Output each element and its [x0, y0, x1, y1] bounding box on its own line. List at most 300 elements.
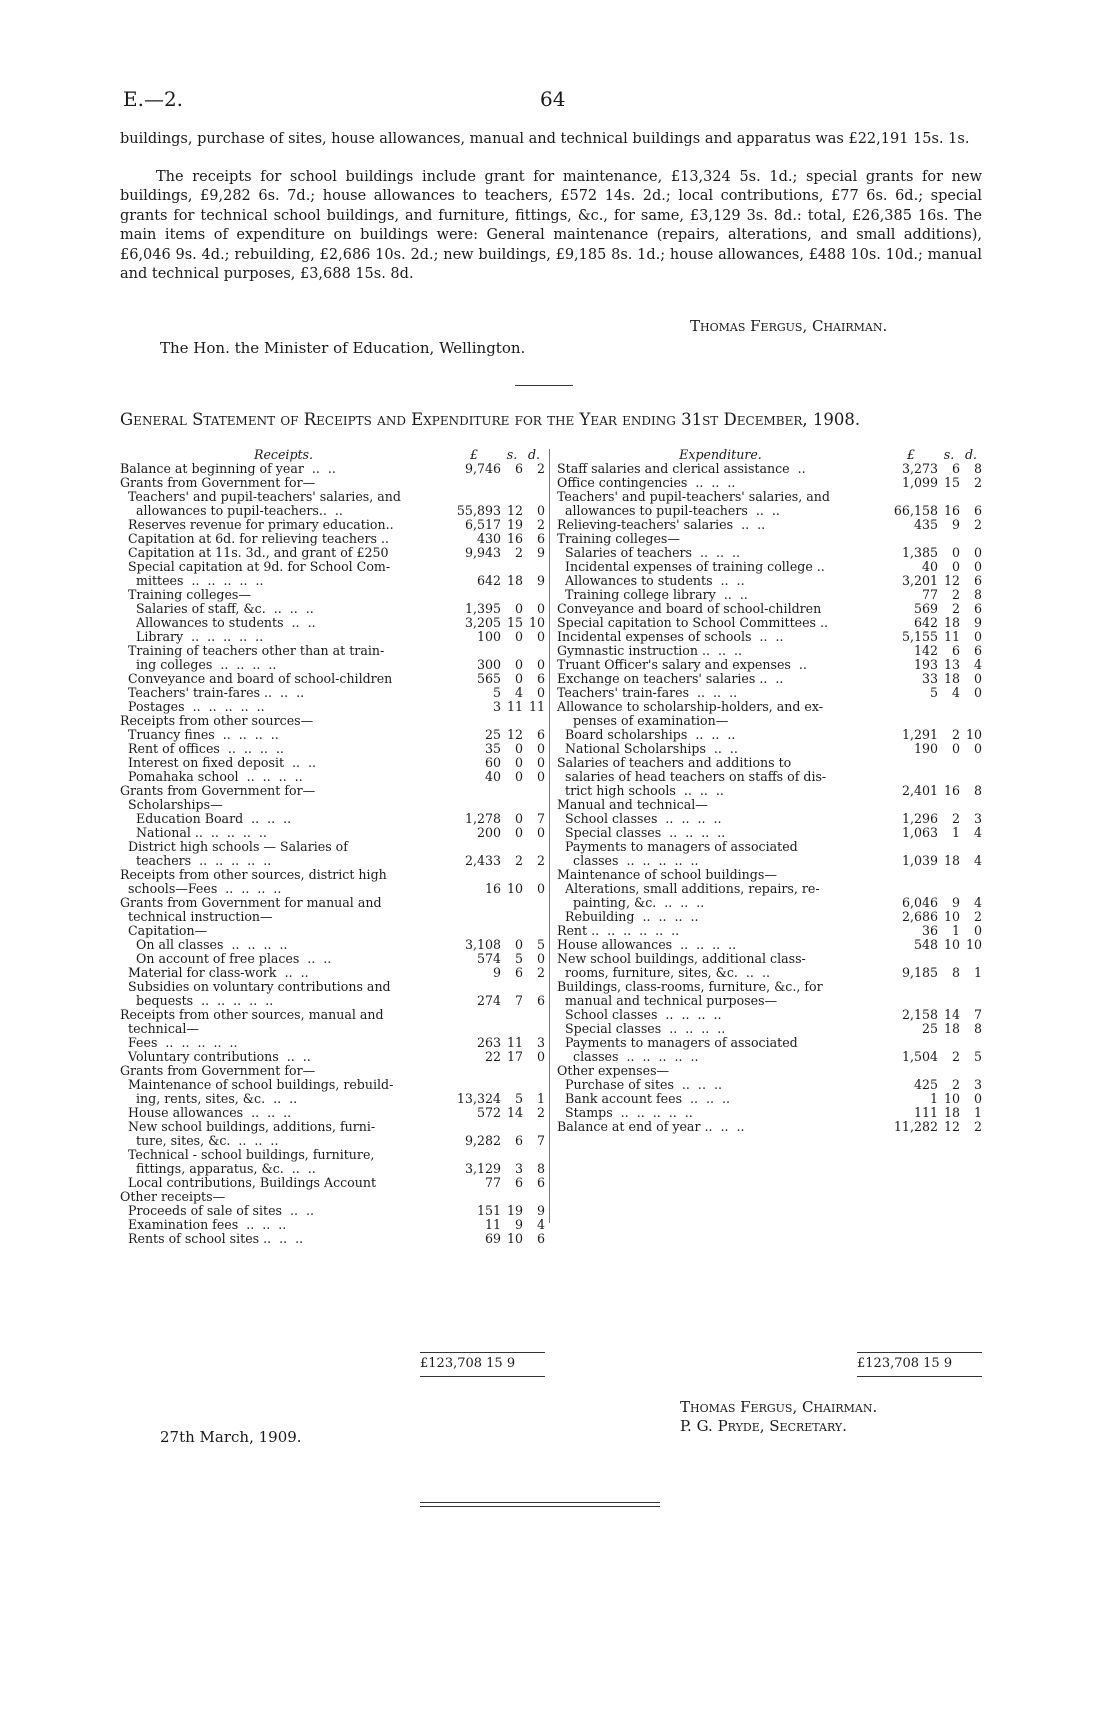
- row-label: Bank account fees .. .. ..: [557, 1091, 731, 1106]
- shillings-value: [938, 1036, 960, 1050]
- shillings-value: [938, 714, 960, 728]
- pounds-value: [884, 1064, 938, 1078]
- pounds-value: 9,746: [464, 461, 501, 476]
- ledger-row: [557, 952, 982, 966]
- pounds-value: 6,046: [901, 895, 938, 910]
- pounds-value: [447, 476, 501, 490]
- shillings-value: 0: [514, 629, 523, 644]
- row-label: Material for class-work .. ..: [120, 965, 309, 980]
- col-pounds: £: [469, 447, 478, 462]
- shillings-value: 16: [506, 531, 523, 546]
- pounds-value: 1,504: [901, 1049, 938, 1064]
- ledger-row: [120, 1064, 545, 1078]
- row-label: Special capitation at 9d. for School Com-: [120, 559, 391, 574]
- pounds-value: 36: [921, 923, 938, 938]
- pounds-value: [884, 868, 938, 882]
- expenditure-total-rule: [857, 1352, 982, 1353]
- pounds-value: [447, 910, 501, 924]
- row-label: Gymnastic instruction .. .. ..: [557, 643, 743, 658]
- shillings-value: 15: [943, 475, 960, 490]
- column-separator: [549, 449, 550, 1223]
- pence-value: 9: [536, 573, 545, 588]
- pence-value: [523, 868, 545, 882]
- shillings-value: 18: [943, 615, 960, 630]
- ledger-row: [557, 644, 982, 658]
- row-label: Special classes .. .. .. ..: [557, 1021, 726, 1036]
- row-label: Technical - school buildings, furniture,: [120, 1147, 375, 1162]
- pence-value: 6: [536, 993, 545, 1008]
- pounds-value: 1,395: [464, 601, 501, 616]
- expenditure-total-rule-bottom: [857, 1376, 982, 1377]
- pounds-value: [447, 714, 501, 728]
- row-label: teachers .. .. .. .. ..: [120, 853, 272, 868]
- shillings-value: 0: [514, 769, 523, 784]
- row-label: Maintenance of school buildings, rebuild-: [120, 1077, 394, 1092]
- pence-value: 4: [973, 853, 982, 868]
- row-label: On account of free places .. ..: [120, 951, 332, 966]
- pence-value: 7: [536, 1133, 545, 1148]
- pence-value: 0: [973, 559, 982, 574]
- shillings-value: 11: [943, 629, 960, 644]
- pounds-value: 1,385: [901, 545, 938, 560]
- row-label: Stamps .. .. .. .. ..: [557, 1105, 693, 1120]
- pounds-value: 565: [476, 671, 501, 686]
- ledger-row: [120, 1120, 545, 1134]
- shillings-value: [938, 882, 960, 896]
- shillings-value: 14: [506, 1105, 523, 1120]
- row-label: Relieving-teachers' salaries .. ..: [557, 517, 766, 532]
- pence-value: 2: [536, 853, 545, 868]
- pence-value: 3: [973, 1077, 982, 1092]
- row-label: bequests .. .. .. .. ..: [120, 993, 274, 1008]
- ledger-row: [120, 910, 545, 924]
- pounds-value: [447, 1008, 501, 1022]
- pence-value: [523, 798, 545, 812]
- pounds-value: 11,282: [893, 1119, 938, 1134]
- shillings-value: 10: [943, 1091, 960, 1106]
- pounds-value: [447, 588, 501, 602]
- row-label: ing colleges .. .. .. ..: [120, 657, 277, 672]
- pounds-value: 5: [929, 685, 938, 700]
- pence-value: 6: [536, 1231, 545, 1246]
- pounds-value: 13,324: [456, 1091, 501, 1106]
- pence-value: [960, 700, 982, 714]
- shillings-value: 19: [506, 1203, 523, 1218]
- pence-value: [960, 1064, 982, 1078]
- ledger-row: [120, 672, 545, 686]
- shillings-value: 0: [514, 937, 523, 952]
- row-label: technical instruction—: [120, 909, 273, 924]
- ledger-row: [557, 1008, 982, 1022]
- pence-value: 4: [536, 1217, 545, 1232]
- ledger-row: [120, 980, 545, 994]
- ledger-row: [557, 742, 982, 756]
- ledger-row: [120, 490, 545, 504]
- row-label: Teachers' train-fares .. .. ..: [557, 685, 738, 700]
- pounds-value: [884, 532, 938, 546]
- shillings-value: 16: [943, 783, 960, 798]
- section-divider: [515, 385, 573, 386]
- pence-value: 2: [973, 1119, 982, 1134]
- ledger-row: [557, 1120, 982, 1134]
- pounds-value: 642: [913, 615, 938, 630]
- shillings-value: 14: [943, 1007, 960, 1022]
- shillings-value: 7: [514, 993, 523, 1008]
- pounds-value: 77: [921, 587, 938, 602]
- ledger-row: [120, 770, 545, 784]
- pence-value: 1: [973, 1105, 982, 1120]
- chairman-signature: Thomas Fergus, Chairman.: [680, 1398, 878, 1416]
- col-shillings: s.: [506, 447, 518, 462]
- shillings-value: 11: [506, 699, 523, 714]
- shillings-value: 17: [506, 1049, 523, 1064]
- ledger-row: [120, 994, 545, 1008]
- shillings-value: 2: [951, 1049, 960, 1064]
- pounds-value: 33: [921, 671, 938, 686]
- row-label: Receipts from other sources—: [120, 713, 314, 728]
- ledger-row: [557, 826, 982, 840]
- row-label: Training of teachers other than at train-: [120, 643, 385, 658]
- ledger-row: [557, 770, 982, 784]
- secretary-signature: P. G. Pryde, Secretary.: [680, 1417, 847, 1435]
- row-label: Teachers' and pupil-teachers' salaries, and: [120, 489, 401, 504]
- page-number: 64: [540, 87, 566, 111]
- row-label: Grants from Government for—: [120, 783, 316, 798]
- shillings-value: 0: [514, 741, 523, 756]
- row-label: Pomahaka school .. .. .. ..: [120, 769, 303, 784]
- row-label: Teachers' train-fares .. .. ..: [120, 685, 305, 700]
- row-label: rooms, furniture, sites, &c. .. ..: [557, 965, 770, 980]
- ledger-row: [120, 1106, 545, 1120]
- pounds-value: [447, 840, 501, 854]
- pounds-value: 642: [476, 573, 501, 588]
- pounds-value: [884, 952, 938, 966]
- pence-value: 6: [536, 1175, 545, 1190]
- ledger-row: [120, 700, 545, 714]
- ledger-row: [557, 532, 982, 546]
- pounds-value: 77: [484, 1175, 501, 1190]
- pounds-value: 430: [476, 531, 501, 546]
- shillings-value: [938, 1064, 960, 1078]
- row-label: Reserves revenue for primary education..: [120, 517, 394, 532]
- ledger-row: [120, 1204, 545, 1218]
- pounds-value: 200: [476, 825, 501, 840]
- shillings-value: 2: [514, 853, 523, 868]
- ledger-row: [120, 686, 545, 700]
- pence-value: 7: [536, 811, 545, 826]
- row-label: Rents of school sites .. .. ..: [120, 1231, 304, 1246]
- pence-value: 0: [536, 951, 545, 966]
- pence-value: 6: [973, 503, 982, 518]
- shillings-value: 18: [943, 1021, 960, 1036]
- ledger-row: [557, 728, 982, 742]
- ledger-row: [557, 938, 982, 952]
- pence-value: 4: [973, 657, 982, 672]
- pounds-value: [884, 994, 938, 1008]
- shillings-value: [501, 588, 523, 602]
- ledger-row: [120, 630, 545, 644]
- row-label: Allowances to students .. ..: [557, 573, 745, 588]
- pence-value: 9: [973, 615, 982, 630]
- ledger-row: [557, 672, 982, 686]
- pence-value: 0: [973, 671, 982, 686]
- ledger-row: [120, 854, 545, 868]
- shillings-value: 0: [514, 601, 523, 616]
- ledger-row: [120, 798, 545, 812]
- pounds-value: 1,296: [901, 811, 938, 826]
- closing-signatures: [680, 1398, 877, 1436]
- row-label: Buildings, class-rooms, furniture, &c., for: [557, 979, 823, 994]
- paragraph-1: buildings, purchase of sites, house allowances, manual and technical buildings and apparatus was £22,191 15s. 1s.: [120, 131, 970, 147]
- pence-value: [523, 924, 545, 938]
- row-label: classes .. .. .. .. ..: [557, 853, 699, 868]
- pounds-value: 300: [476, 657, 501, 672]
- pence-value: [523, 1008, 545, 1022]
- pence-value: 0: [536, 601, 545, 616]
- row-label: Training college library .. ..: [557, 587, 748, 602]
- shillings-value: [938, 952, 960, 966]
- expenditure-total: £123,708 15 9: [857, 1356, 953, 1371]
- pence-value: 0: [973, 741, 982, 756]
- pence-value: 3: [973, 811, 982, 826]
- row-label: Rent .. .. .. .. .. ..: [557, 923, 680, 938]
- shillings-value: 5: [514, 1091, 523, 1106]
- ledger-row: [120, 1148, 545, 1162]
- pence-value: 2: [536, 965, 545, 980]
- shillings-value: [501, 1120, 523, 1134]
- ledger-row: [120, 952, 545, 966]
- shillings-value: 15: [506, 615, 523, 630]
- row-label: Special capitation to School Committees ..: [557, 615, 829, 630]
- row-label: District high schools — Salaries of: [120, 839, 348, 854]
- ledger-row: [557, 896, 982, 910]
- pounds-value: [447, 980, 501, 994]
- ledger-row: [557, 476, 982, 490]
- pounds-value: 1,099: [901, 475, 938, 490]
- ledger-row: [120, 1008, 545, 1022]
- pence-value: 0: [536, 629, 545, 644]
- pence-value: [960, 532, 982, 546]
- pence-value: 0: [536, 657, 545, 672]
- pence-value: 8: [973, 587, 982, 602]
- pence-value: [960, 1036, 982, 1050]
- paragraph-2: The receipts for school buildings include grant for maintenance, £13,324 5s. 1d.; special grants for new buildings, £9,282 6s. 7d.; house allowances to teachers, £572 14s. 2d.; local contributions, £77 6s. 6d.; special grants for technical school buildings, and furniture, fittings, &c., for same, £3,129 3s. 8d.: total, £26,385 16s. The main items of expenditure on buildings were: General maintenance (repairs, alterations, and small additions), £6,046 9s. 4d.; rebuilding, £2,686 10s. 2d.; new buildings, £9,185 8s. 1d.; house allowances, £488 10s. 10d.; manual and technical purposes, £3,688 15s. 8d.: [120, 169, 982, 283]
- pounds-value: 274: [476, 993, 501, 1008]
- ledger-row: [120, 840, 545, 854]
- ledger-row: [557, 1078, 982, 1092]
- pounds-value: [447, 1148, 501, 1162]
- shillings-value: [501, 980, 523, 994]
- row-label: Grants from Government for—: [120, 475, 316, 490]
- row-label: Voluntary contributions .. ..: [120, 1049, 311, 1064]
- shillings-value: 0: [514, 657, 523, 672]
- ledger-row: [120, 756, 545, 770]
- shillings-value: [938, 868, 960, 882]
- pounds-value: 1,063: [901, 825, 938, 840]
- pounds-value: 55,893: [456, 503, 501, 518]
- shillings-value: 4: [951, 685, 960, 700]
- shillings-value: 6: [951, 461, 960, 476]
- row-label: School classes .. .. .. ..: [557, 811, 722, 826]
- shillings-value: 2: [951, 727, 960, 742]
- ledger-row: [120, 1176, 545, 1190]
- pence-value: [523, 840, 545, 854]
- ledger-row: [557, 1022, 982, 1036]
- ledger-row: [120, 882, 545, 896]
- shillings-value: [501, 784, 523, 798]
- statement-title: General Statement of Receipts and Expenditure for the Year ending 31st December, 1908.: [120, 410, 861, 429]
- ledger-row: [120, 1078, 545, 1092]
- pounds-value: 2,433: [464, 853, 501, 868]
- row-label: Other receipts—: [120, 1189, 226, 1204]
- row-label: ture, sites, &c. .. .. ..: [120, 1133, 279, 1148]
- row-label: Manual and technical—: [557, 797, 708, 812]
- pounds-value: [447, 1064, 501, 1078]
- receipts-total-rule: [420, 1352, 545, 1353]
- shillings-value: [938, 840, 960, 854]
- shillings-value: 11: [506, 1035, 523, 1050]
- pounds-value: 190: [913, 741, 938, 756]
- row-label: Capitation at 11s. 3d., and grant of £250: [120, 545, 389, 560]
- pounds-value: 40: [484, 769, 501, 784]
- shillings-value: 2: [951, 1077, 960, 1092]
- ledger-row: [120, 966, 545, 980]
- row-label: Rebuilding .. .. .. ..: [557, 909, 699, 924]
- ledger-row: [557, 756, 982, 770]
- pence-value: 2: [973, 475, 982, 490]
- pounds-value: 1,278: [464, 811, 501, 826]
- pence-value: [523, 490, 545, 504]
- pounds-value: [884, 1036, 938, 1050]
- row-label: Purchase of sites .. .. ..: [557, 1077, 722, 1092]
- pence-value: [523, 1022, 545, 1036]
- ledger-row: [120, 1022, 545, 1036]
- row-label: Truant Officer's salary and expenses ..: [557, 657, 807, 672]
- ledger-row: [120, 938, 545, 952]
- ledger-row: [557, 630, 982, 644]
- pence-value: 6: [536, 671, 545, 686]
- pence-value: [960, 770, 982, 784]
- pounds-value: 1: [929, 1091, 938, 1106]
- pence-value: 11: [528, 699, 545, 714]
- pence-value: 0: [973, 685, 982, 700]
- row-label: Board scholarships .. .. ..: [557, 727, 736, 742]
- shillings-value: 12: [943, 1119, 960, 1134]
- pence-value: [960, 490, 982, 504]
- row-label: penses of examination—: [557, 713, 729, 728]
- pounds-value: 3,201: [901, 573, 938, 588]
- pence-value: [523, 784, 545, 798]
- pounds-value: [447, 560, 501, 574]
- pounds-value: 60: [484, 755, 501, 770]
- row-label: Staff salaries and clerical assistance ..: [557, 461, 806, 476]
- ledger-row: [557, 490, 982, 504]
- pence-value: 5: [536, 937, 545, 952]
- row-label: On all classes .. .. .. ..: [120, 937, 288, 952]
- ledger-row: [557, 966, 982, 980]
- ledger-row: [120, 728, 545, 742]
- row-label: Rent of offices .. .. .. ..: [120, 741, 284, 756]
- row-label: Grants from Government for—: [120, 1063, 316, 1078]
- shillings-value: 6: [514, 1133, 523, 1148]
- shillings-value: 6: [951, 643, 960, 658]
- ledger-row: [120, 1050, 545, 1064]
- shillings-value: 0: [514, 825, 523, 840]
- pence-value: [523, 1064, 545, 1078]
- pounds-value: [884, 798, 938, 812]
- pence-value: 1: [536, 1091, 545, 1106]
- row-label: Incidental expenses of training college ..: [557, 559, 825, 574]
- shillings-value: [501, 924, 523, 938]
- pounds-value: 40: [921, 559, 938, 574]
- row-label: Capitation at 6d. for relieving teachers ..: [120, 531, 389, 546]
- row-label: schools—Fees .. .. .. ..: [120, 881, 282, 896]
- ledger-row: [557, 882, 982, 896]
- ledger-row: [557, 546, 982, 560]
- pounds-value: 25: [484, 727, 501, 742]
- pence-value: 0: [973, 629, 982, 644]
- row-label: Salaries of staff, &c. .. .. ..: [120, 601, 314, 616]
- row-label: New school buildings, additions, furni-: [120, 1119, 376, 1134]
- pence-value: [960, 980, 982, 994]
- shillings-value: 0: [514, 671, 523, 686]
- row-label: Balance at end of year .. .. ..: [557, 1119, 745, 1134]
- pence-value: [523, 910, 545, 924]
- ledger-row: [557, 1092, 982, 1106]
- col-shillings: s.: [943, 447, 955, 462]
- pence-value: 10: [965, 727, 982, 742]
- row-label: Allowances to students .. ..: [120, 615, 316, 630]
- pounds-value: 2,686: [901, 909, 938, 924]
- shillings-value: [501, 868, 523, 882]
- statement-date: 27th March, 1909.: [160, 1428, 302, 1446]
- ledger-row: [557, 714, 982, 728]
- row-label: Fees .. .. .. .. ..: [120, 1035, 238, 1050]
- shillings-value: [938, 798, 960, 812]
- shillings-value: 10: [506, 881, 523, 896]
- row-label: New school buildings, additional class-: [557, 951, 806, 966]
- shillings-value: 9: [514, 1217, 523, 1232]
- shillings-value: 18: [943, 853, 960, 868]
- ledger-row: [120, 714, 545, 728]
- row-label: Training colleges—: [120, 587, 251, 602]
- shillings-value: 13: [943, 657, 960, 672]
- pence-value: 6: [973, 573, 982, 588]
- pence-value: 0: [536, 685, 545, 700]
- pounds-value: 151: [476, 1203, 501, 1218]
- row-label: Incidental expenses of schools .. ..: [557, 629, 784, 644]
- ledger-row: [557, 504, 982, 518]
- ledger-row: [557, 700, 982, 714]
- row-label: Examination fees .. .. ..: [120, 1217, 287, 1232]
- ledger-row: [120, 546, 545, 560]
- shillings-value: 12: [506, 503, 523, 518]
- shillings-value: [501, 896, 523, 910]
- pounds-value: 3,205: [464, 615, 501, 630]
- row-label: National .. .. .. .. ..: [120, 825, 267, 840]
- ledger-row: [557, 1050, 982, 1064]
- row-label: ing, rents, sites, &c. .. ..: [120, 1091, 298, 1106]
- pence-value: [523, 714, 545, 728]
- pence-value: [960, 994, 982, 1008]
- pounds-value: 2,158: [901, 1007, 938, 1022]
- ledger-row: [557, 994, 982, 1008]
- ledger-row: [120, 1190, 545, 1204]
- ledger-row: [557, 658, 982, 672]
- pounds-value: 11: [484, 1217, 501, 1232]
- pence-value: [523, 588, 545, 602]
- shillings-value: 2: [514, 545, 523, 560]
